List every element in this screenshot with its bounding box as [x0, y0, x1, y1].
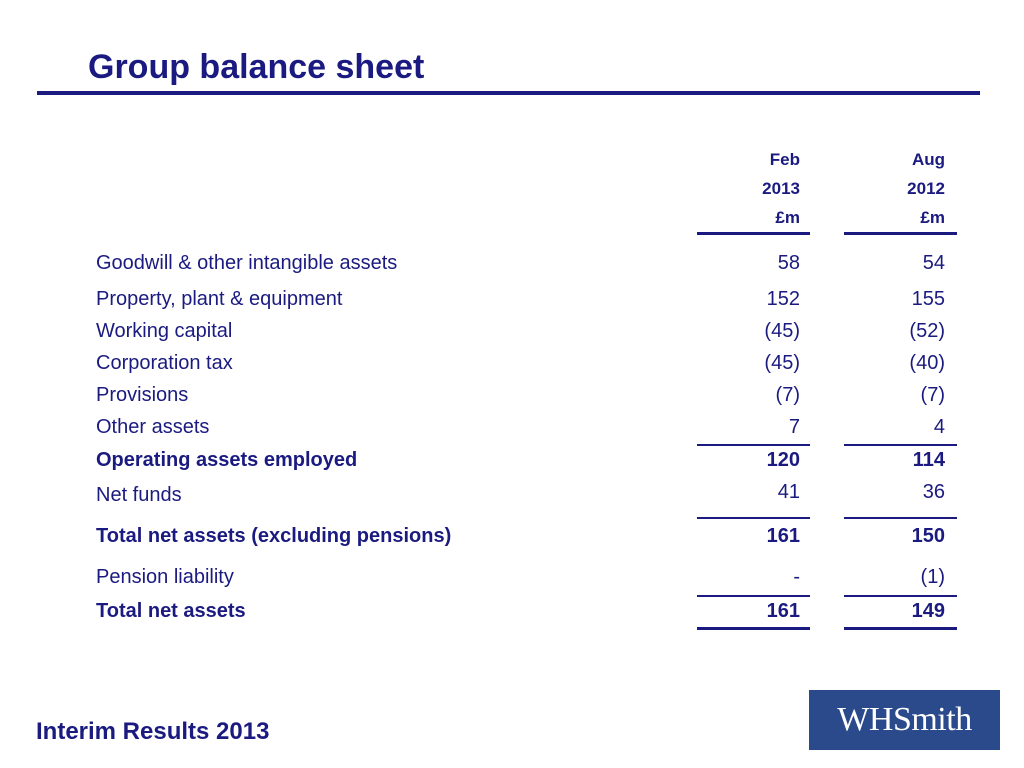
- row-value-feb: (45): [764, 352, 800, 374]
- row-label-corporation-tax: Corporation tax: [96, 352, 233, 374]
- final-rule-aug: [844, 595, 957, 597]
- row-value-aug: 114: [912, 449, 945, 471]
- row-value-aug: (1): [920, 566, 945, 588]
- row-label-operating-assets: Operating assets employed: [96, 449, 358, 471]
- row-value-aug: 150: [911, 525, 945, 547]
- row-value-aug: (40): [909, 352, 945, 374]
- row-label-other-assets: Other assets: [96, 416, 210, 438]
- row-label-working-capital: Working capital: [96, 320, 233, 342]
- row-value-aug: 54: [922, 252, 945, 274]
- total-rule-aug: [844, 517, 957, 519]
- row-value-feb: 7: [788, 416, 800, 438]
- row-value-feb: 152: [766, 288, 800, 310]
- row-label-provisions: Provisions: [96, 384, 189, 406]
- row-value-feb: 161: [766, 600, 800, 622]
- row-value-feb: 58: [777, 252, 800, 274]
- col-feb-month: Feb: [769, 150, 800, 169]
- bottom-rule-aug: [844, 627, 957, 630]
- row-label-net-funds: Net funds: [96, 484, 182, 506]
- logo-text: WHSmith: [837, 701, 972, 738]
- col-feb-unit: £m: [775, 208, 800, 227]
- row-value-feb: 120: [766, 449, 800, 471]
- col-feb-year: 2013: [762, 179, 800, 198]
- row-label-total-excl-pensions: Total net assets (excluding pensions): [96, 525, 452, 547]
- header-rule-aug: [844, 232, 957, 235]
- bottom-rule-feb: [697, 627, 810, 630]
- row-label-total-net-assets: Total net assets: [96, 600, 246, 622]
- title-underline: [37, 91, 980, 95]
- whsmith-logo: [809, 690, 1000, 750]
- row-value-aug: 155: [911, 288, 945, 310]
- row-value-aug: 36: [922, 481, 945, 503]
- row-value-aug: (52): [909, 320, 945, 342]
- page-title: Group balance sheet: [88, 48, 425, 86]
- row-value-aug: (7): [920, 384, 945, 406]
- header-rule-feb: [697, 232, 810, 235]
- subtotal-rule-aug: [844, 444, 957, 446]
- row-value-feb: -: [793, 566, 800, 588]
- row-value-feb: 161: [766, 525, 800, 547]
- row-value-feb: (7): [775, 384, 800, 406]
- subtotal-rule-feb: [697, 444, 810, 446]
- row-label-ppe: Property, plant & equipment: [96, 288, 343, 310]
- row-label-pension-liability: Pension liability: [96, 566, 234, 588]
- row-value-feb: (45): [764, 320, 800, 342]
- col-aug-month: Aug: [911, 150, 945, 169]
- total-rule-feb: [697, 517, 810, 519]
- col-aug-year: 2012: [907, 179, 945, 198]
- footer-text: Interim Results 2013: [36, 718, 270, 745]
- row-value-aug: 149: [911, 600, 945, 622]
- row-value-feb: 41: [777, 481, 800, 503]
- final-rule-feb: [697, 595, 810, 597]
- row-label-goodwill: Goodwill & other intangible assets: [96, 252, 398, 274]
- col-aug-unit: £m: [920, 208, 945, 227]
- row-value-aug: 4: [933, 416, 945, 438]
